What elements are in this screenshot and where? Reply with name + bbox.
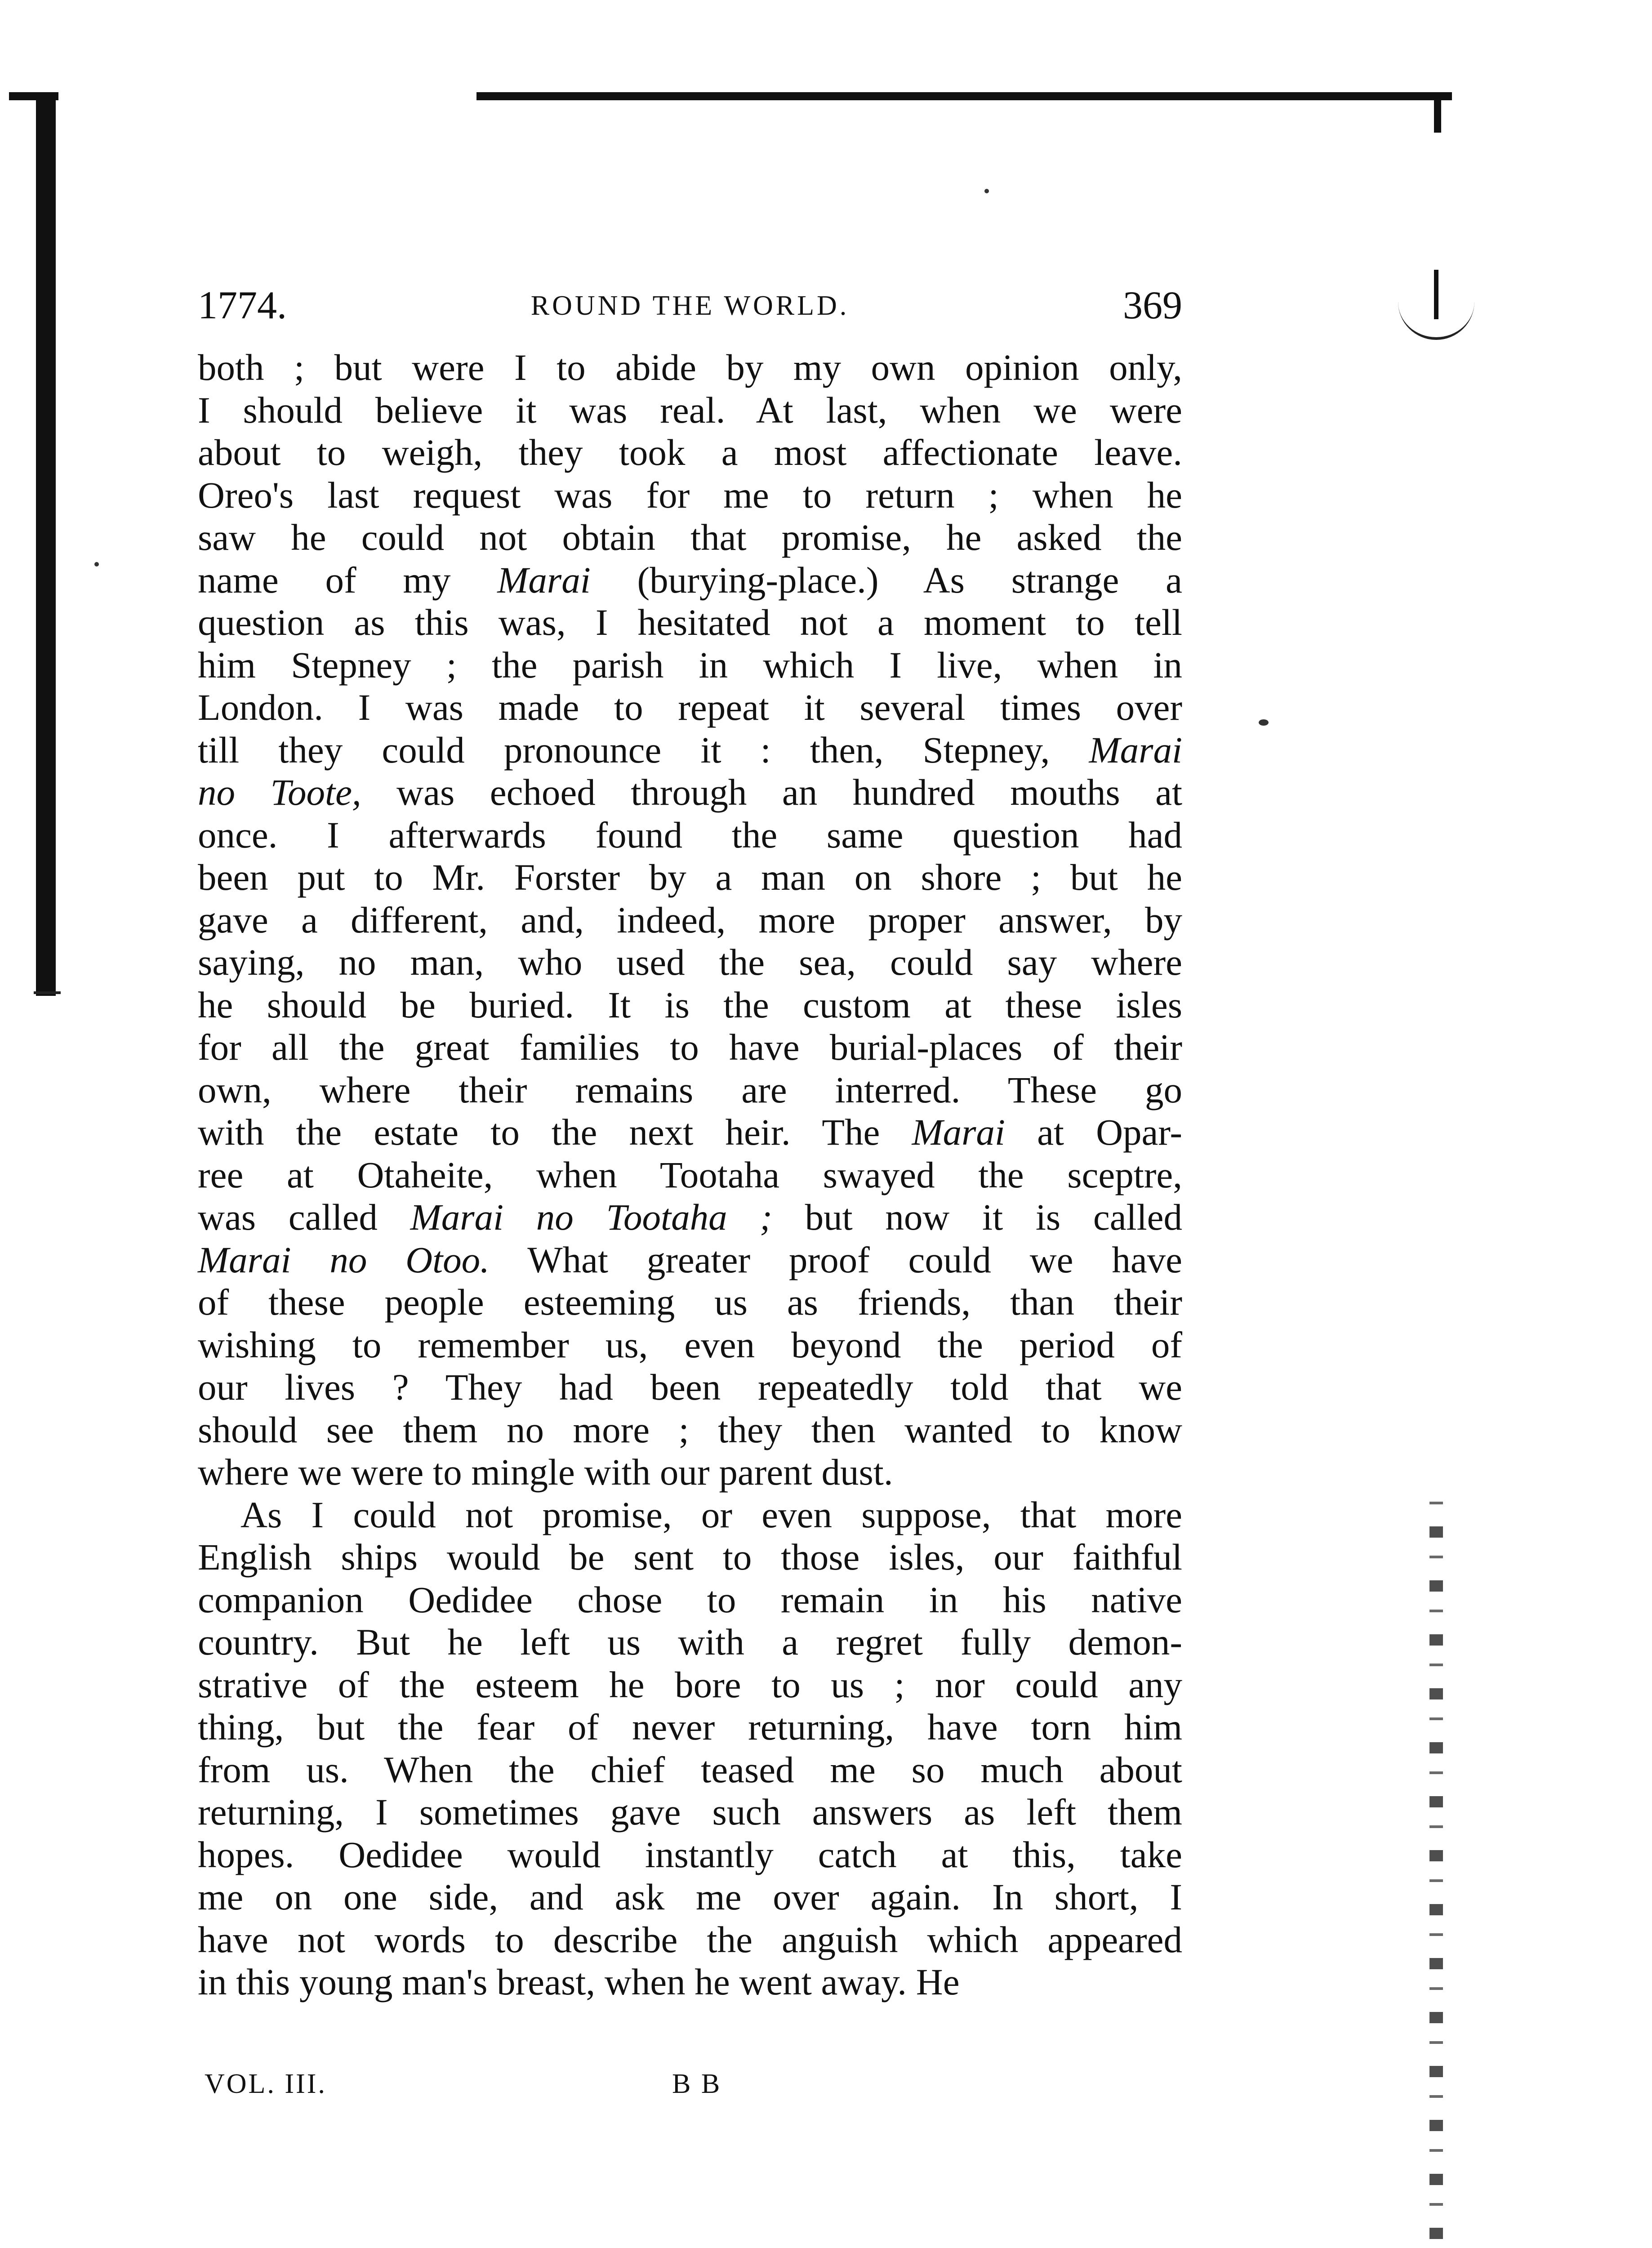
text-line xyxy=(198,1833,1182,1876)
scan-edge-tick xyxy=(34,991,61,994)
text-segment: about to weigh, they took a most affectionate leave. xyxy=(198,432,1182,473)
text-line xyxy=(198,1706,1182,1748)
text-segment: What greater proof could we have xyxy=(489,1239,1183,1280)
text-line xyxy=(198,346,1182,389)
text-line xyxy=(198,1196,1182,1239)
italic-text: Marai xyxy=(497,559,591,601)
scan-top-rule xyxy=(476,92,1452,100)
text-segment: of these people esteeming us as friends, than their xyxy=(198,1281,1182,1323)
text-segment: been put to Mr. Forster by a man on shore ; but he xyxy=(198,856,1182,898)
text-segment: both ; but were I to abide by my own opinion only, xyxy=(198,347,1182,388)
text-segment: with the estate to the next heir. The xyxy=(198,1111,912,1153)
text-segment: wishing to remember us, even beyond the period of xyxy=(198,1324,1182,1365)
text-line xyxy=(198,474,1182,517)
text-line xyxy=(198,1621,1182,1664)
text-line xyxy=(198,1918,1182,1961)
text-segment: at Opar- xyxy=(1005,1111,1183,1153)
scan-speck xyxy=(94,562,99,566)
text-segment: me on one side, and ask me over again. In short, I xyxy=(198,1876,1182,1918)
text-segment: in this young man's breast, when he went away. He xyxy=(198,1961,960,2003)
page-footer xyxy=(205,2068,789,2113)
text-line xyxy=(198,1451,1182,1494)
scan-top-corner xyxy=(1434,97,1441,133)
italic-text: Marai no Tootaha ; xyxy=(410,1196,772,1238)
text-line xyxy=(198,1111,1182,1154)
text-line xyxy=(198,1494,1182,1536)
text-segment: companion Oedidee chose to remain in his native xyxy=(198,1579,1182,1620)
text-line xyxy=(198,1748,1182,1791)
text-segment: was echoed through an hundred mouths at xyxy=(361,772,1182,813)
text-segment: hopes. Oedidee would instantly catch at this, take xyxy=(198,1833,1182,1875)
text-segment: gave a different, and, indeed, more proper answer, by xyxy=(198,899,1182,941)
text-line xyxy=(198,984,1182,1026)
text-line xyxy=(198,729,1182,772)
text-segment: from us. When the chief teased me so much about xyxy=(198,1748,1182,1790)
text-segment: but now it is called xyxy=(772,1196,1183,1238)
text-segment: (burying-place.) As strange a xyxy=(590,559,1182,601)
text-segment: strative of the esteem he bore to us ; nor could any xyxy=(198,1664,1182,1705)
text-segment: where we were to mingle with our parent dust. xyxy=(198,1451,893,1493)
text-segment: thing, but the fear of never returning, have torn him xyxy=(198,1706,1182,1748)
scan-page-curl xyxy=(1398,288,1474,340)
text-line xyxy=(198,686,1182,729)
text-line xyxy=(198,1366,1182,1409)
scan-right-edge xyxy=(1429,1484,1443,2248)
text-line xyxy=(198,601,1182,644)
text-segment: he should be buried. It is the custom at these isles xyxy=(198,984,1182,1026)
scan-speck xyxy=(984,189,989,193)
page-number: 369 xyxy=(1123,284,1182,327)
text-segment: own, where their remains are interred. These go xyxy=(198,1069,1182,1111)
italic-text: Marai no Otoo. xyxy=(198,1239,490,1280)
text-line xyxy=(198,814,1182,856)
text-line xyxy=(198,644,1182,687)
text-segment: returning, I sometimes gave such answers as left them xyxy=(198,1791,1182,1833)
text-segment: saying, no man, who used the sea, could say where xyxy=(198,941,1182,983)
header-year: 1774. xyxy=(198,284,287,327)
text-line xyxy=(198,1239,1182,1281)
text-segment: country. But he left us with a regret fully demon- xyxy=(198,1621,1182,1663)
text-segment: have not words to describe the anguish which appeared xyxy=(198,1918,1182,1960)
text-line xyxy=(198,1409,1182,1451)
text-line xyxy=(198,1791,1182,1833)
text-segment: question as this was, I hesitated not a moment to tell xyxy=(198,602,1182,643)
italic-text: Marai xyxy=(912,1111,1005,1153)
text-segment: name of my xyxy=(198,559,498,601)
text-line xyxy=(198,559,1182,602)
text-segment: for all the great families to have burial-places of their xyxy=(198,1026,1182,1068)
text-line xyxy=(198,771,1182,814)
text-segment: should see them no more ; they then wanted to know xyxy=(198,1409,1182,1450)
signature-mark: B B xyxy=(672,2069,722,2099)
text-segment: saw he could not obtain that promise, he asked the xyxy=(198,517,1182,558)
running-header xyxy=(198,279,1182,333)
text-line xyxy=(198,1324,1182,1366)
text-line xyxy=(198,1876,1182,1918)
text-segment: our lives ? They had been repeatedly told that we xyxy=(198,1366,1182,1408)
text-segment: I should believe it was real. At last, when we were xyxy=(198,389,1182,431)
scan-binding-shadow xyxy=(36,97,56,996)
header-title: ROUND THE WORLD. xyxy=(530,290,850,321)
text-segment: English ships would be sent to those isles, our faithful xyxy=(198,1536,1182,1578)
text-line xyxy=(198,431,1182,474)
text-line xyxy=(198,1579,1182,1621)
italic-text: Marai xyxy=(1089,729,1182,771)
text-segment: him Stepney ; the parish in which I live, when in xyxy=(198,644,1182,686)
text-segment: was called xyxy=(198,1196,410,1238)
text-line xyxy=(198,1281,1182,1324)
text-line xyxy=(198,1154,1182,1196)
text-segment: As I could not promise, or even suppose, that more xyxy=(240,1494,1182,1535)
body-text xyxy=(198,346,1182,2003)
text-line xyxy=(198,1664,1182,1706)
text-line xyxy=(198,1026,1182,1069)
text-segment: once. I afterwards found the same question had xyxy=(198,814,1182,856)
scan-speck xyxy=(1259,719,1269,726)
text-segment: Oreo's last request was for me to return ; when he xyxy=(198,474,1182,516)
text-segment: London. I was made to repeat it several times over xyxy=(198,687,1182,728)
text-line xyxy=(198,1536,1182,1579)
text-line xyxy=(198,941,1182,984)
text-line xyxy=(198,516,1182,559)
text-line xyxy=(198,899,1182,941)
text-segment: ree at Otaheite, when Tootaha swayed the sceptre, xyxy=(198,1154,1182,1195)
italic-text: no Toote, xyxy=(198,772,361,813)
text-line xyxy=(198,1069,1182,1111)
text-segment: till they could pronounce it : then, Stepney, xyxy=(198,729,1089,771)
text-line xyxy=(198,1961,1182,2003)
text-line xyxy=(198,389,1182,432)
volume-label: VOL. III. xyxy=(205,2069,327,2099)
text-line xyxy=(198,856,1182,899)
